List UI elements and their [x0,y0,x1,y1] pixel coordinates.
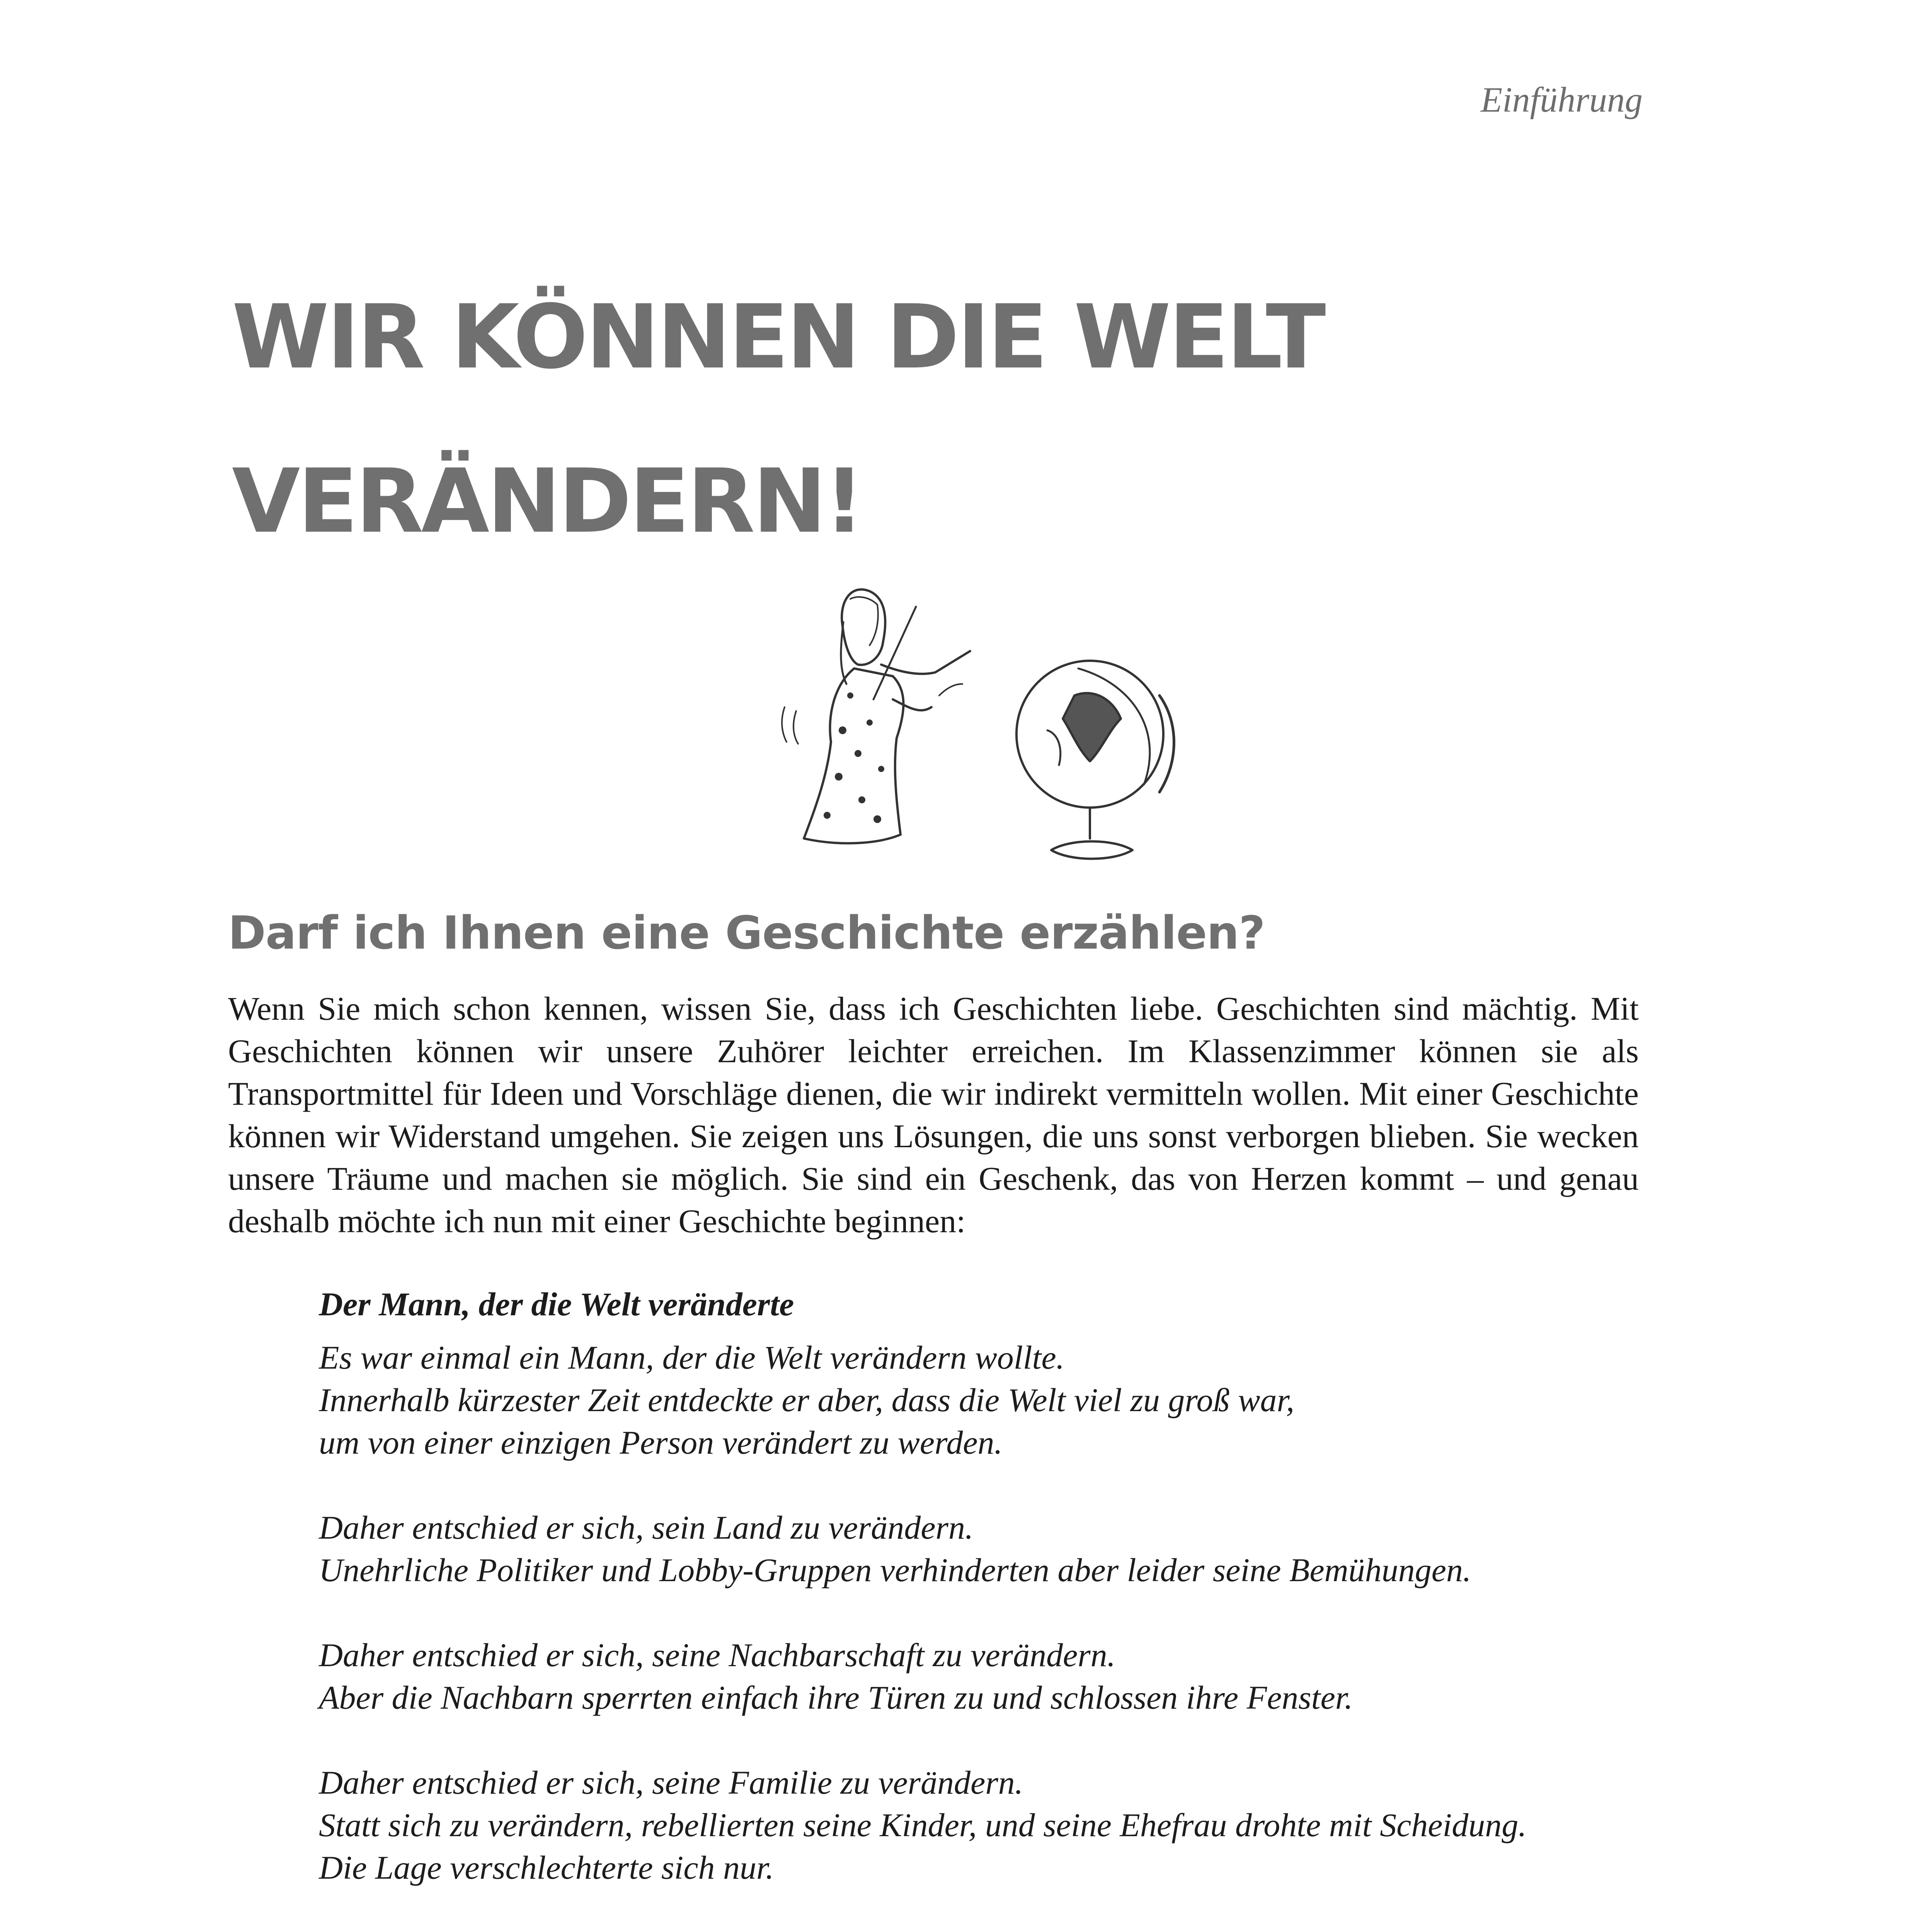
story-stanza [319,1634,1672,1719]
story-stanza [319,1506,1672,1591]
section-heading: Darf ich Ihnen eine Geschichte erzählen? [228,906,1265,959]
story-title: Der Mann, der die Welt veränderte [319,1286,794,1323]
story-line: Die Lage verschlechterte sich nur. [319,1849,774,1886]
story-line: Daher entschied er sich, sein Land zu verändern. [319,1509,974,1546]
teacher-globe-illustration [754,568,1217,873]
intro-paragraph: Wenn Sie mich schon kennen, wissen Sie, dass ich Geschichten liebe. Geschichten sind mächtig. Mit Geschichten können wir unsere Zuhörer leichter erreichen. Im Klassenzimmer können sie als Transportmittel für Ideen und Vorschläge dienen, die wir indirekt vermitteln wollen. Mit einer Geschichte können wir Widerstand umgehen. Sie zeigen uns Lösungen, die uns sonst verborgen blieben. Sie wecken unsere Träume und machen sie möglich. Sie sind ein Geschenk, das von Herzen kommt – und genau deshalb möchte ich nun mit einer Geschichte beginnen: [228,990,1639,1240]
story-line: um von einer einzigen Person verändert zu werden. [319,1424,1003,1461]
story-line: Innerhalb kürzester Zeit entdeckte er aber, dass die Welt viel zu groß war, [319,1381,1294,1418]
title-line-2: VERÄNDERN! [232,450,862,553]
story-line: Statt sich zu verändern, rebellierten seine Kinder, und seine Ehefrau drohte mit Scheidung. [319,1806,1527,1844]
story-stanza [319,1336,1672,1464]
page-title [232,255,1701,583]
story-stanza [319,1761,1672,1889]
story-line: Daher entschied er sich, seine Familie zu verändern. [319,1764,1023,1801]
story-line: Daher entschied er sich, seine Nachbarschaft zu verändern. [319,1636,1116,1673]
story-line: Aber die Nachbarn sperrten einfach ihre Türen zu und schlossen ihre Fenster. [319,1679,1353,1716]
title-line-1: WIR KÖNNEN DIE WELT [232,286,1324,388]
story-line: Es war einmal ein Mann, der die Welt verändern wollte. [319,1339,1065,1376]
story-line: Unehrliche Politiker und Lobby-Gruppen verhinderten aber leider seine Bemühungen. [319,1551,1471,1588]
story-block [319,1283,1672,1932]
running-head: Einführung [1480,80,1643,119]
